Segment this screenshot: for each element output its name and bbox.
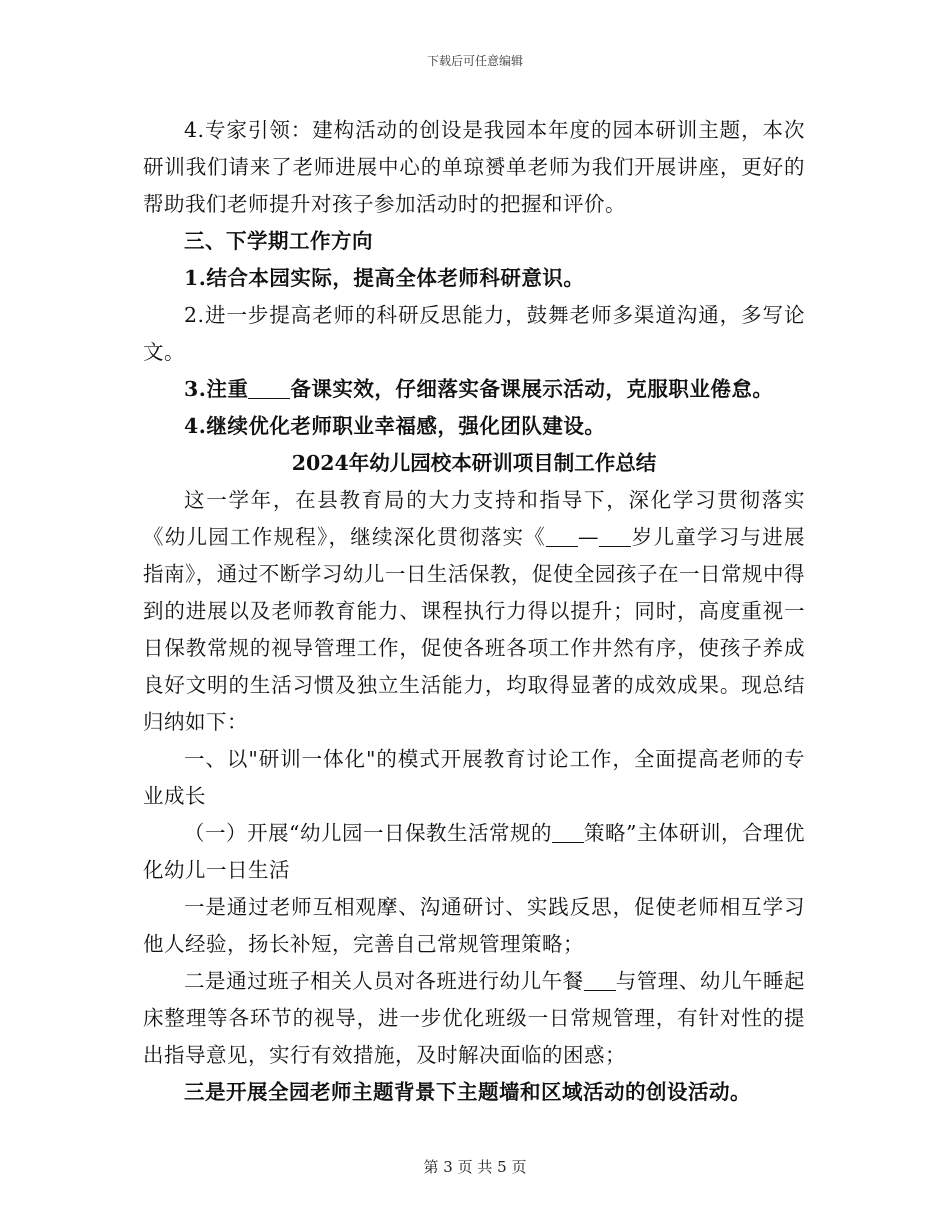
- page-footer: 第 3 页 共 5 页: [423, 1158, 527, 1176]
- subsection-part-1: （一）开展“幼儿园一日保教生活常规的: [184, 821, 552, 845]
- list-item-1: 1.结合本园实际，提高全体老师科研意识。: [184, 266, 585, 290]
- list-item-2: 2.进一步提高老师的科研反思能力，鼓舞老师多渠道沟通，多写论文。: [143, 303, 805, 364]
- section-heading-next-term: 三、下学期工作方向: [184, 229, 373, 253]
- point-two-part-1: 二是通过班子相关人员对各班进行幼儿午餐: [184, 969, 584, 993]
- intro-dash: —: [578, 525, 599, 549]
- paragraph-point-one: 一是通过老师互相观摩、沟通研讨、实践反思，促使老师相互学习他人经验，扬长补短，完善自己常规管理策略；: [143, 895, 805, 956]
- page-header: 下载后可任意编辑: [426, 54, 523, 68]
- paragraph-point-two: [143, 963, 805, 1074]
- paragraph-intro: [143, 482, 805, 741]
- intro-part-1: 这一学年，在县教育局的大力支持和指导下，深化学习贯彻落实《幼儿园工作规程》，继续深化贯彻落实《: [143, 488, 805, 549]
- document-title: 2024年幼儿园校本研训项目制工作总结: [291, 451, 657, 475]
- point-two-part-2: 与管理、幼儿午睡起床整理等各环节的视导，进一步优化班级一日常规管理，有针对性的提出指导意见，实行有效措施，及时解决面临的困惑；: [143, 969, 806, 1067]
- paragraph-expert-guidance: 4.专家引领：建构活动的创设是我园本年度的园本研训主题，本次研训我们请来了老师进展中心的单琼赟单老师为我们开展讲座，更好的帮助我们老师提升对孩子参加活动时的把握和评价。: [143, 118, 805, 216]
- paragraph-point-three: 三是开展全园老师主题背景下主题墙和区域活动的创设活动。: [184, 1080, 751, 1104]
- fill-blank: [546, 526, 578, 548]
- list-item-3-end: 备课实效，仔细落实备课展示活动，克服职业倦怠。: [290, 377, 774, 401]
- fill-blank: [248, 378, 290, 400]
- subsection-part-2: 策略”主体研训，合理优化幼儿一日生活: [143, 821, 805, 882]
- fill-blank: [599, 526, 631, 548]
- fill-blank: [584, 970, 616, 992]
- list-item-3: [143, 371, 805, 408]
- paragraph-section-one: 一、以"研训一体化"的模式开展教育讨论工作，全面提高老师的专业成长: [143, 747, 805, 808]
- document-body: [143, 112, 805, 1111]
- paragraph-subsection-one: [143, 815, 805, 889]
- fill-blank: [552, 822, 584, 844]
- list-item-4: 4.继续优化老师职业幸福感，强化团队建设。: [184, 414, 606, 438]
- list-item-3-start: 3.注重: [184, 377, 249, 401]
- intro-part-2: 岁儿童学习与进展指南》，通过不断学习幼儿一日生活保教，促使全园孩子在一日常规中得到的进展以及老师教育能力、课程执行力得以提升；同时，高度重视一日保教常规的视导管理工作，促使各班各项工作井然有序，使孩子养成良好文明的生活习惯及独立生活能力，均取得显著的成效成果。现总结归纳如下：: [143, 525, 805, 734]
